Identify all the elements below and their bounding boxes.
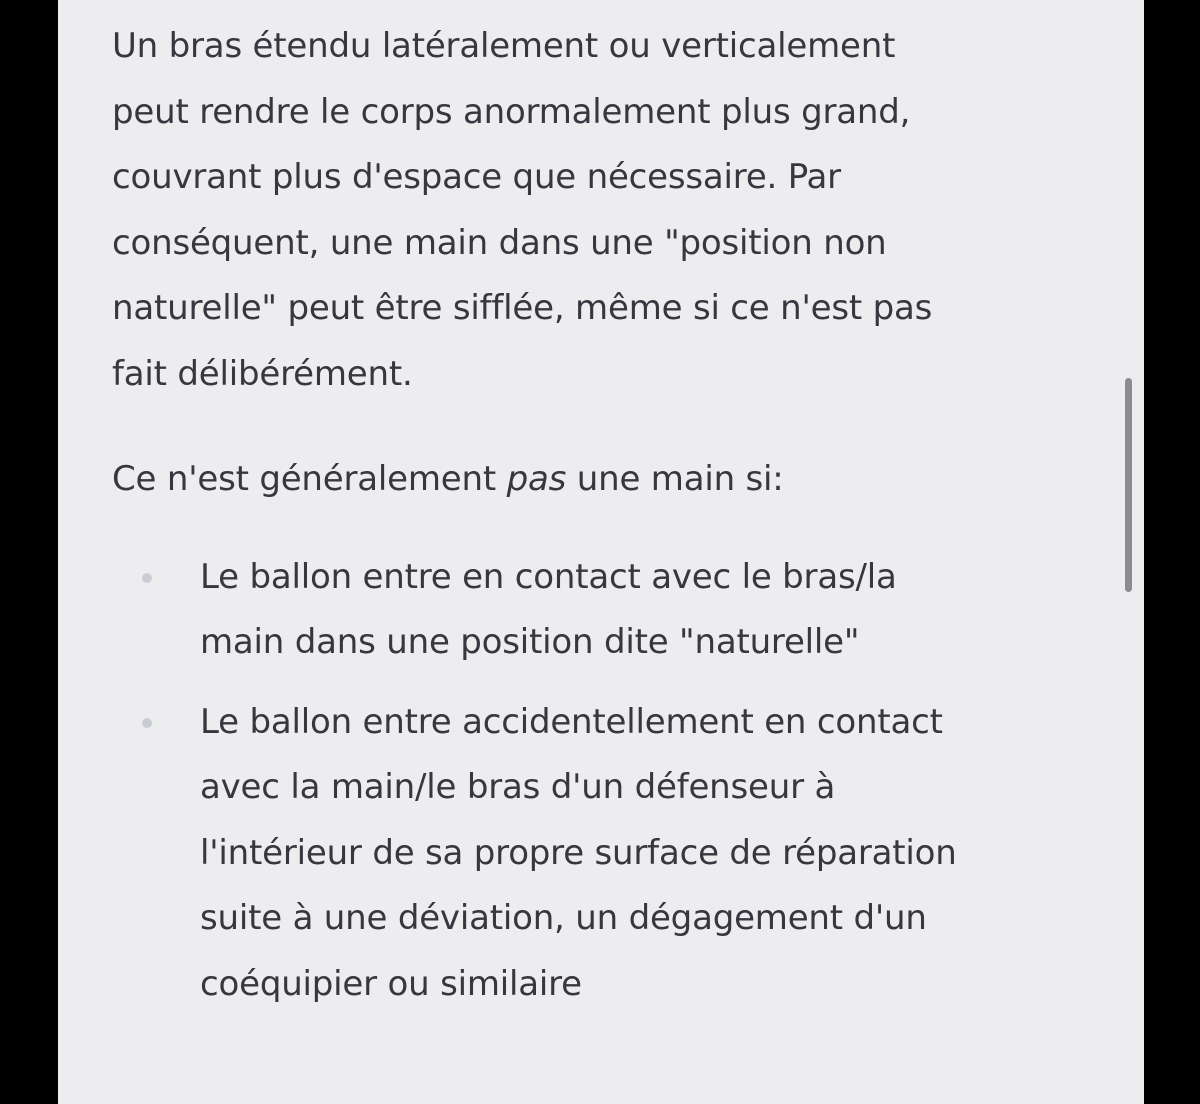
bullet-dot-icon <box>142 718 152 728</box>
text-line: fait délibérément. <box>112 353 413 394</box>
text-line: avec la main/le bras d'un défenseur à <box>200 767 836 807</box>
text-line: l'intérieur de sa propre surface de réparation <box>200 832 957 873</box>
intro-text-before: Ce n'est généralement <box>112 459 507 499</box>
text-line: Le ballon entre en contact avec le bras/la <box>200 556 897 597</box>
exceptions-list <box>112 545 1112 1018</box>
list-item <box>112 690 1112 1018</box>
intro-emphasis: pas <box>506 459 567 499</box>
text-line: couvrant plus d'espace que nécessaire. Par <box>112 157 841 197</box>
text-line: naturelle" peut être sifflée, même si ce n'est pas <box>112 288 933 328</box>
intro-text-after: une main si: <box>566 459 784 499</box>
text-line: Le ballon entre accidentellement en contact <box>200 701 943 742</box>
paragraph-handball-explanation <box>112 14 1112 407</box>
article-body <box>112 14 1112 1031</box>
bullet-dot-icon <box>142 573 152 583</box>
text-line: suite à une déviation, un dégagement d'un <box>200 898 927 938</box>
list-intro-paragraph <box>112 447 1112 513</box>
vertical-scrollbar[interactable] <box>1125 378 1132 592</box>
text-line: conséquent, une main dans une "position non <box>112 222 887 263</box>
list-item <box>112 545 1112 676</box>
text-line: Un bras étendu latéralement ou verticalement <box>112 26 896 66</box>
text-line: coéquipier ou similaire <box>200 963 582 1004</box>
text-line: peut rendre le corps anormalement plus grand, <box>112 91 911 132</box>
content-viewport <box>58 0 1144 1104</box>
text-line: main dans une position dite "naturelle" <box>200 622 860 662</box>
